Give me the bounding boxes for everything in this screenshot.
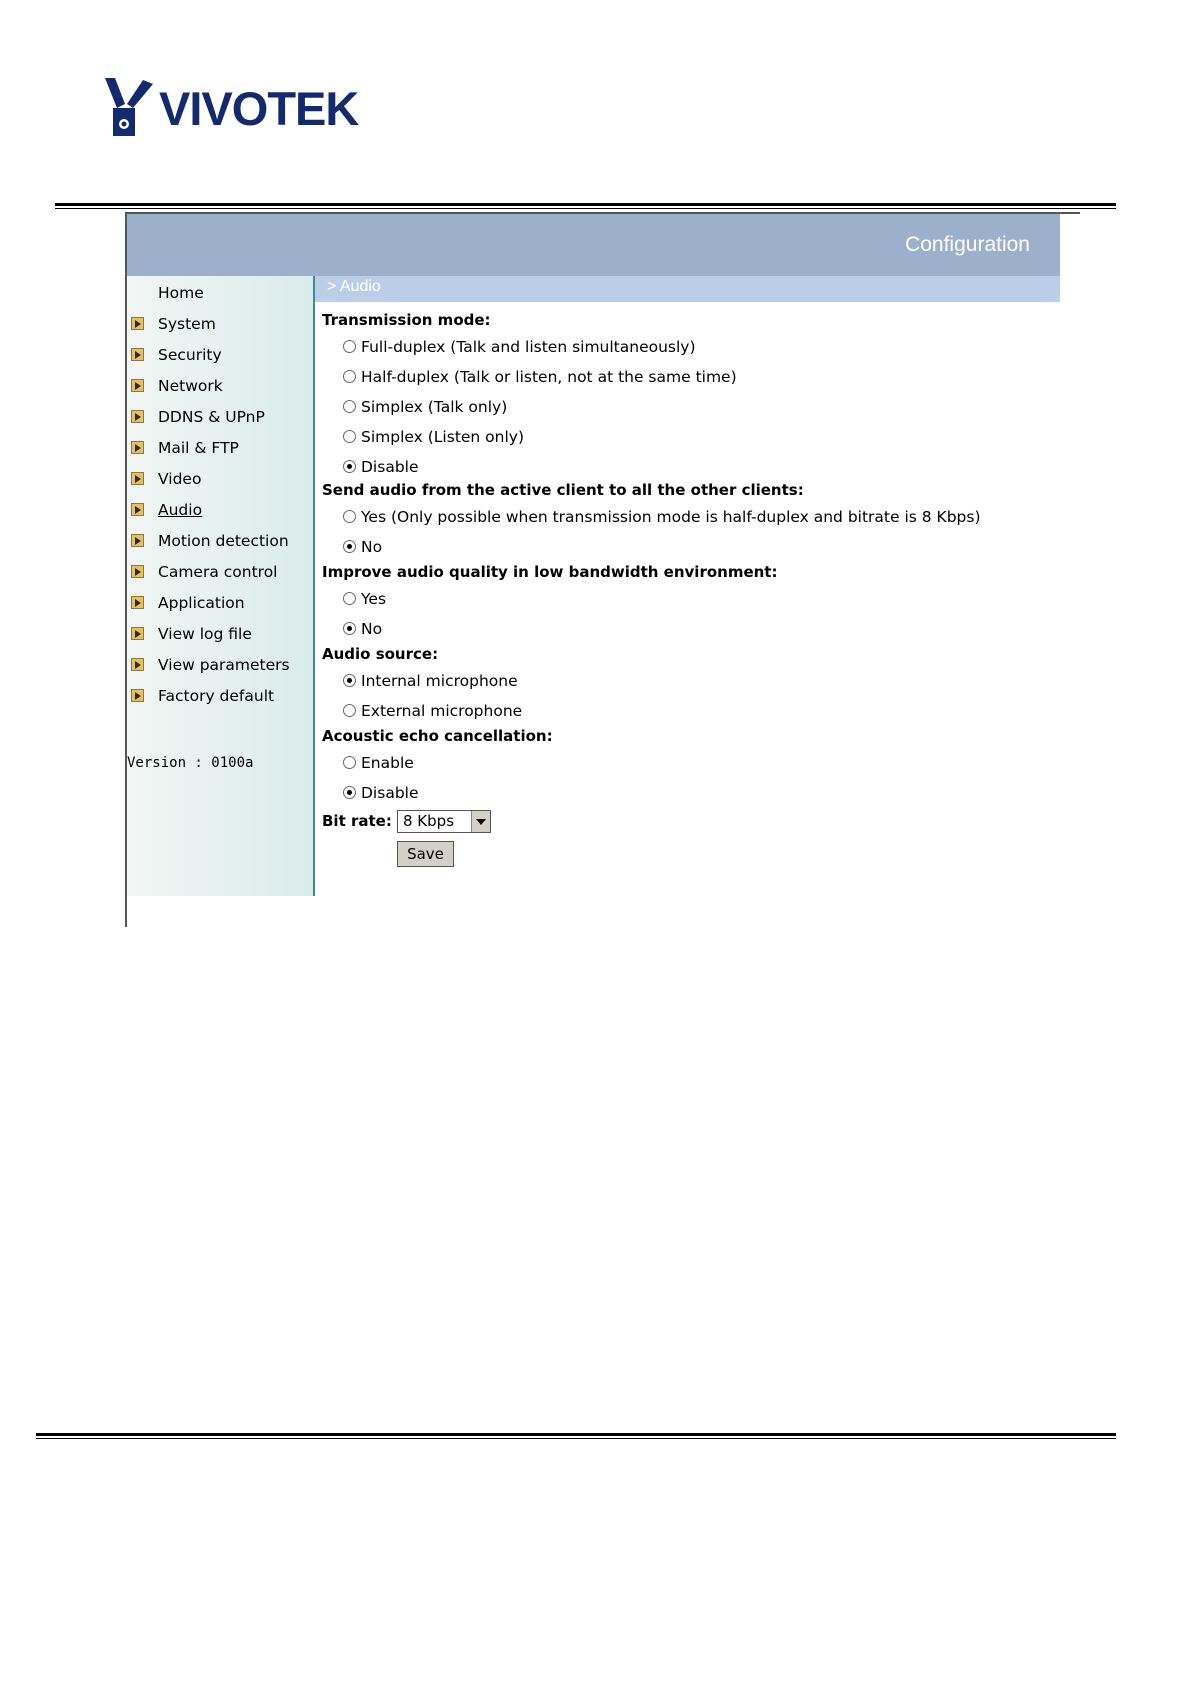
- radio-label: Disable: [361, 458, 419, 476]
- transmission-title: Transmission mode:: [322, 311, 491, 329]
- radio-button[interactable]: [343, 510, 356, 523]
- sidebar-item-label: Video: [158, 470, 202, 488]
- sidebar-item-label: Network: [158, 377, 223, 395]
- sidebar-item-view-log-file[interactable]: [127, 619, 313, 650]
- radio-button[interactable]: [343, 460, 356, 473]
- radio-button[interactable]: [343, 592, 356, 605]
- radio-button[interactable]: [343, 540, 356, 553]
- header-bar: [127, 214, 1060, 276]
- arrow-right-icon: [131, 534, 144, 547]
- arrow-right-icon: [131, 410, 144, 423]
- chevron-down-icon[interactable]: [471, 811, 490, 832]
- save-button[interactable]: Save: [397, 841, 454, 867]
- sidebar-item-system[interactable]: [127, 309, 313, 340]
- top-rule: [55, 203, 1116, 206]
- sidebar-item-label: Factory default: [158, 687, 275, 705]
- sidebar-item-factory-default[interactable]: [127, 681, 313, 712]
- radio-label: Simplex (Listen only): [361, 428, 525, 446]
- radio-label: No: [361, 538, 383, 556]
- breadcrumb: > Audio: [327, 278, 381, 295]
- sidebar: [127, 276, 313, 896]
- radio-button[interactable]: [343, 400, 356, 413]
- sidebar-item-camera-control[interactable]: [127, 557, 313, 588]
- radio-button[interactable]: [343, 370, 356, 383]
- radio-button[interactable]: [343, 786, 356, 799]
- improve-title: Improve audio quality in low bandwidth environment:: [322, 563, 778, 581]
- arrow-right-icon: [131, 627, 144, 640]
- radio-label: Simplex (Talk only): [361, 398, 508, 416]
- radio-label: Internal microphone: [361, 672, 518, 690]
- echo-title: Acoustic echo cancellation:: [322, 727, 553, 745]
- version-label: Version : 0100a: [127, 755, 254, 771]
- sidebar-item-network[interactable]: [127, 371, 313, 402]
- arrow-right-icon: [131, 503, 144, 516]
- sidebar-item-application[interactable]: [127, 588, 313, 619]
- radio-button[interactable]: [343, 674, 356, 687]
- sidebar-item-ddns-upnp[interactable]: [127, 402, 313, 433]
- arrow-right-icon: [131, 348, 144, 361]
- radio-button[interactable]: [343, 340, 356, 353]
- arrow-right-icon: [131, 441, 144, 454]
- sidebar-item-label: Security: [158, 346, 222, 364]
- arrow-right-icon: [131, 689, 144, 702]
- arrow-right-icon: [131, 596, 144, 609]
- arrow-right-icon: [131, 565, 144, 578]
- sidebar-item-security[interactable]: [127, 340, 313, 371]
- radio-button[interactable]: [343, 756, 356, 769]
- radio-label: Half-duplex (Talk or listen, not at the same time): [361, 368, 737, 386]
- radio-button[interactable]: [343, 430, 356, 443]
- radio-button[interactable]: [343, 704, 356, 717]
- radio-label: Disable: [361, 784, 419, 802]
- radio-label: External microphone: [361, 702, 523, 720]
- arrow-right-icon: [131, 379, 144, 392]
- sidebar-item-label: DDNS & UPnP: [158, 408, 265, 426]
- radio-label: Enable: [361, 754, 414, 772]
- bitrate-select[interactable]: [397, 810, 491, 833]
- send-audio-title: Send audio from the active client to all the other clients:: [322, 481, 804, 499]
- radio-label: No: [361, 620, 383, 638]
- page-title: Configuration: [905, 233, 1030, 256]
- sidebar-item-label: Home: [158, 284, 204, 302]
- source-title: Audio source:: [322, 645, 439, 663]
- arrow-right-icon: [131, 472, 144, 485]
- breadcrumb-bar: [315, 276, 1060, 302]
- sidebar-item-label: Camera control: [158, 563, 278, 581]
- bottom-rule: [36, 1433, 1116, 1436]
- sidebar-item-label: Audio: [158, 501, 203, 519]
- sidebar-item-motion-detection[interactable]: [127, 526, 313, 557]
- radio-label: Full-duplex (Talk and listen simultaneously): [361, 338, 696, 356]
- bitrate-label: Bit rate:: [322, 812, 392, 830]
- sidebar-item-audio[interactable]: [127, 495, 313, 526]
- radio-label: Yes (Only possible when transmission mode is half-duplex and bitrate is 8 Kbps): [361, 508, 981, 526]
- sidebar-item-view-parameters[interactable]: [127, 650, 313, 681]
- sidebar-item-label: Mail & FTP: [158, 439, 239, 457]
- arrow-right-icon: [131, 317, 144, 330]
- arrow-right-icon: [131, 658, 144, 671]
- sidebar-item-label: View parameters: [158, 656, 290, 674]
- radio-button[interactable]: [343, 622, 356, 635]
- sidebar-item-home[interactable]: [127, 278, 313, 309]
- vivotek-logo: [103, 78, 363, 140]
- sidebar-item-video[interactable]: [127, 464, 313, 495]
- radio-label: Yes: [361, 590, 387, 608]
- logo-text: VIVOTEK: [159, 82, 359, 135]
- sidebar-item-label: Application: [158, 594, 245, 612]
- audio-settings-form: [315, 302, 1060, 902]
- sidebar-item-label: Motion detection: [158, 532, 289, 550]
- logo-mark-icon: [103, 78, 159, 140]
- bitrate-value: 8 Kbps: [403, 812, 455, 830]
- sidebar-item-label: View log file: [158, 625, 252, 643]
- sidebar-item-mail-ftp[interactable]: [127, 433, 313, 464]
- sidebar-item-label: System: [158, 315, 216, 333]
